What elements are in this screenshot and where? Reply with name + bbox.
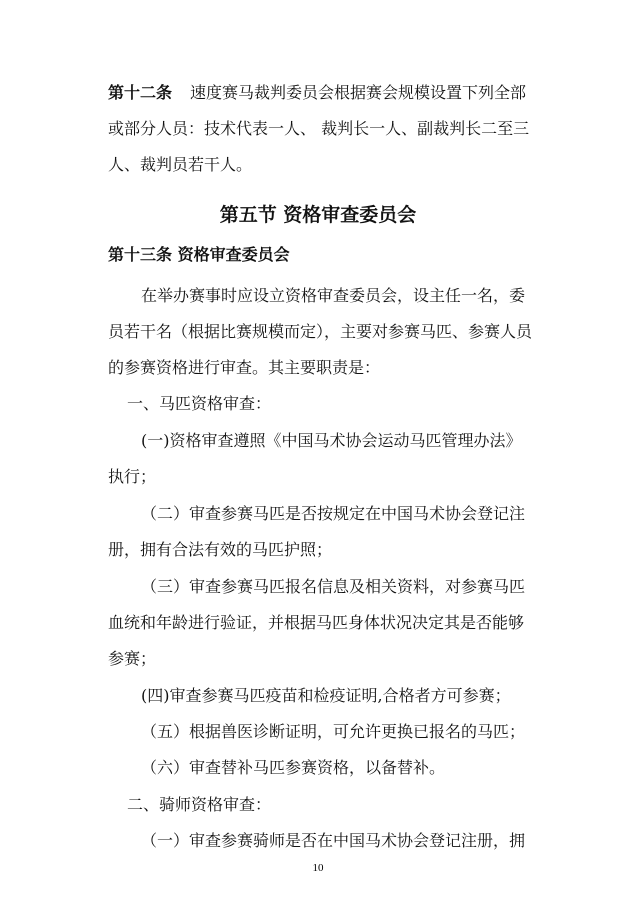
rider-section-title: 二、骑师资格审查： bbox=[127, 795, 272, 814]
page-number: 10 bbox=[312, 862, 324, 874]
horse-item-1-line-1: (一)资格审查遵照《中国马术协会运动马匹管理办法》 bbox=[141, 431, 522, 450]
article-13-intro-3: 的参赛资格进行审查。其主要职责是： bbox=[108, 358, 381, 377]
rider-item-1-line-1: （一）审查参赛骑师是否在中国马术协会登记注册，拥 bbox=[141, 831, 526, 850]
article-12-label: 第十二条 bbox=[108, 83, 173, 102]
article-13-intro-1: 在举办赛事时应设立资格审查委员会，设主任一名，委 bbox=[141, 286, 526, 305]
horse-item-2-line-1: （二）审查参赛马匹是否按规定在中国马术协会登记注 bbox=[141, 504, 526, 523]
horse-item-2-line-2: 册，拥有合法有效的马匹护照； bbox=[108, 540, 333, 559]
horse-item-6: （六）审查替补马匹参赛资格，以备替补。 bbox=[141, 758, 446, 777]
article-12-text-1: 速度赛马裁判委员会根据赛会规模设置下列全部 bbox=[190, 83, 527, 102]
article-13-heading: 第十三条 资格审查委员会 bbox=[108, 245, 290, 264]
horse-section-title: 一、马匹资格审查： bbox=[127, 394, 272, 413]
horse-item-3-line-2: 血统和年龄进行验证，并根据马匹身体状况决定其是否能够 bbox=[108, 613, 525, 632]
article-12-line-3: 人、裁判员若干人。 bbox=[108, 155, 253, 174]
horse-item-4: (四)审查参赛马匹疫苗和检疫证明,合格者方可参赛； bbox=[141, 686, 511, 705]
article-12-line-2: 或部分人员：技术代表一人、 裁判长一人、副裁判长二至三 bbox=[108, 119, 530, 138]
horse-item-1-line-2: 执行； bbox=[108, 467, 157, 486]
section-5-title: 第五节 资格审查委员会 bbox=[219, 204, 417, 226]
horse-item-3-line-3: 参赛； bbox=[108, 649, 157, 668]
horse-item-5: （五）根据兽医诊断证明，可允许更换已报名的马匹； bbox=[141, 722, 526, 741]
horse-item-3-line-1: （三）审查参赛马匹报名信息及相关资料，对参赛马匹 bbox=[141, 577, 526, 596]
article-13-intro-2: 员若干名（根据比赛规模而定），主要对参赛马匹、参赛人员 bbox=[108, 322, 533, 341]
article-12-line-1 bbox=[108, 83, 526, 103]
